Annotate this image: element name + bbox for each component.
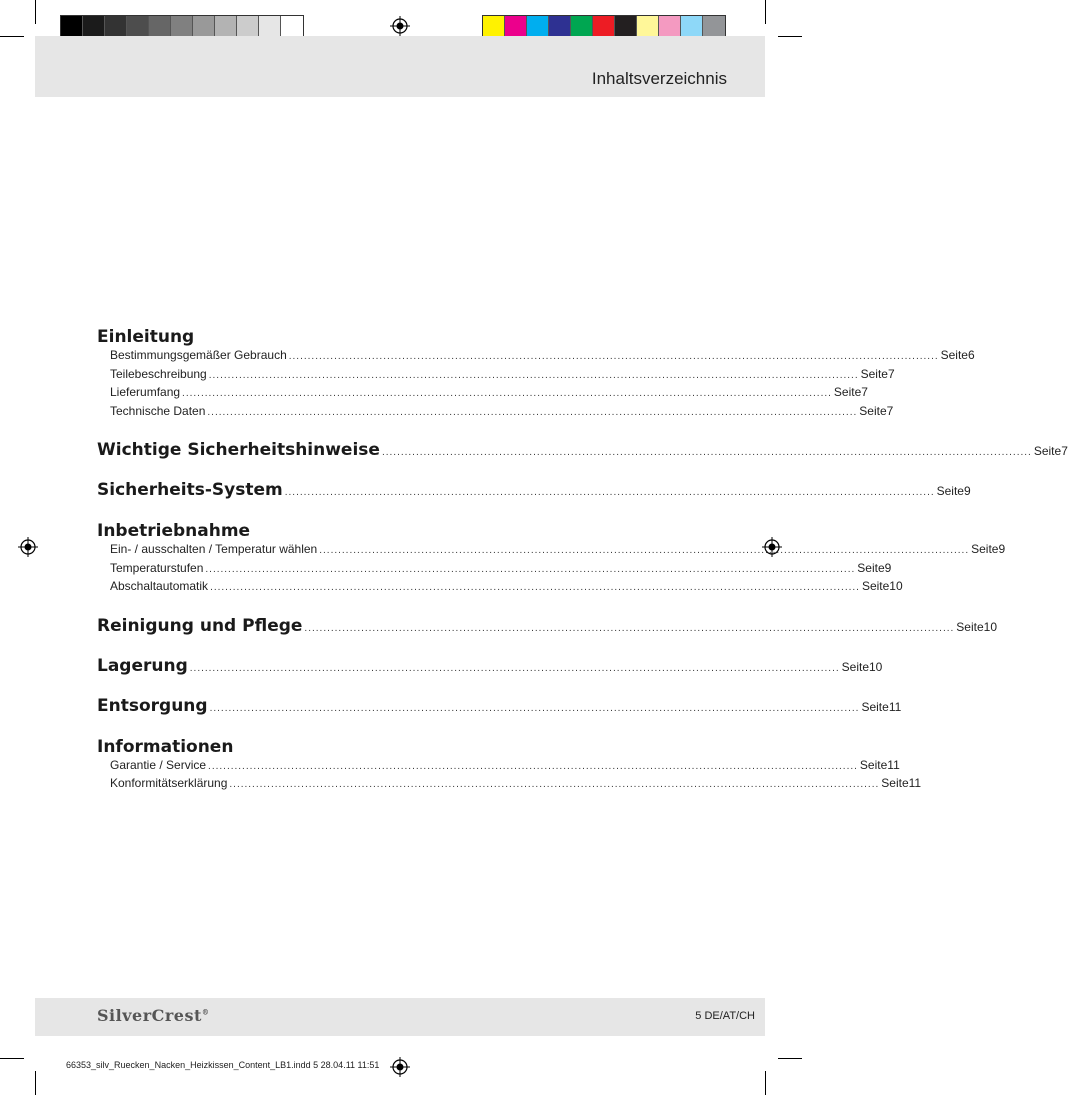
toc-entry-label: Bestimmungsgemäßer Gebrauch [110, 348, 287, 362]
toc-entry[interactable] [97, 579, 903, 598]
seite-label: Seite [859, 757, 888, 772]
leader-dots: ............................................................................................................................................................................ [288, 351, 939, 362]
toc-page-number: 9 [963, 484, 971, 498]
color-swatch [61, 16, 83, 38]
toc-entry-label: Entsorgung [97, 695, 208, 716]
crop-mark [778, 1058, 802, 1059]
registered-mark: ® [201, 1007, 210, 1017]
leader-dots: ............................................................................................................................................................................ [304, 622, 955, 634]
toc-entry-lagerung[interactable] [97, 655, 883, 678]
toc-entry-sicherheitshinweise[interactable] [97, 440, 1068, 462]
color-swatch [659, 16, 681, 38]
seite-label: Seite [956, 619, 984, 634]
crop-mark [0, 1058, 24, 1059]
print-slug: 66353_silv_Ruecken_Nacken_Heizkissen_Content_LB1.indd 5 28.04.11 11:51 [66, 1060, 380, 1070]
toc-entry[interactable] [97, 560, 892, 580]
leader-dots: ............................................................................................................................................................................ [182, 388, 832, 399]
toc-page-number: 11 [887, 757, 900, 772]
leader-dots: ............................................................................................................................................................................ [210, 582, 860, 593]
brand-logo [97, 1006, 209, 1025]
registration-mark-icon [390, 16, 410, 36]
color-swatch [571, 16, 593, 38]
page-number-region: 5 DE/AT/CH [695, 1010, 755, 1022]
toc-entry-label: Abschaltautomatik [110, 579, 209, 593]
color-swatch [259, 16, 281, 38]
toc-entry-label: Konformitätserklärung [110, 776, 228, 790]
toc-entry-reinigung[interactable] [97, 615, 998, 638]
leader-dots: ............................................................................................................................................................................ [209, 702, 860, 714]
toc-entry-label: Teilebeschreibung [110, 366, 207, 381]
toc-page-number: 10 [869, 659, 883, 674]
toc-entry-label: Sicherheits-System [97, 480, 283, 500]
toc-entry[interactable] [97, 385, 868, 404]
toc-page-number: 10 [889, 579, 903, 593]
toc-entry-label: Wichtige Sicherheitshinweise [97, 440, 380, 460]
color-swatch [703, 16, 725, 38]
toc-page-number: 7 [886, 403, 894, 418]
seite-label: Seite [936, 484, 964, 498]
seite-label: Seite [861, 699, 889, 714]
color-swatch [149, 16, 171, 38]
registration-mark-icon [390, 1057, 410, 1077]
color-swatch [483, 16, 505, 38]
table-of-contents [97, 326, 1068, 795]
toc-entry[interactable] [97, 776, 922, 795]
toc-entry[interactable] [97, 542, 1006, 561]
color-swatch [171, 16, 193, 38]
seite-label: Seite [861, 579, 890, 593]
color-swatch [637, 16, 659, 38]
toc-heading-informationen: Informationen [97, 736, 234, 757]
leader-dots: ............................................................................................................................................................................ [229, 779, 880, 790]
toc-entry-label: Lieferumfang [110, 385, 181, 399]
leader-dots: ............................................................................................................................................................................ [208, 760, 858, 772]
toc-page-number: 6 [967, 348, 975, 362]
color-swatch [681, 16, 703, 38]
toc-page-number: 9 [884, 560, 892, 575]
seite-label: Seite [940, 348, 968, 362]
crop-mark [35, 0, 36, 24]
seite-label: Seite [841, 659, 869, 674]
header-band [35, 36, 765, 97]
color-swatch [527, 16, 549, 38]
toc-page-number: 9 [998, 542, 1006, 556]
toc-entry-entsorgung[interactable] [97, 695, 902, 718]
toc-entry[interactable] [97, 366, 895, 386]
leader-dots: ............................................................................................................................................................................ [208, 369, 859, 381]
footer-band [35, 998, 765, 1036]
leader-dots: ............................................................................................................................................................................ [284, 487, 935, 498]
toc-entry-label: Garantie / Service [110, 757, 207, 772]
color-swatch [83, 16, 105, 38]
toc-page-number: 7 [1061, 444, 1068, 458]
seite-label: Seite [857, 560, 885, 575]
toc-entry[interactable] [97, 348, 975, 367]
seite-label: Seite [1033, 444, 1062, 458]
page-title: Inhaltsverzeichnis [591, 69, 727, 88]
toc-page-number: 11 [908, 776, 922, 790]
toc-entry-label: Lagerung [97, 655, 188, 676]
leader-dots: ............................................................................................................................................................................ [319, 545, 970, 556]
seite-label: Seite [833, 385, 862, 399]
crop-mark [765, 0, 766, 24]
color-swatch [215, 16, 237, 38]
toc-entry[interactable] [97, 403, 894, 423]
toc-page-number: 11 [888, 699, 902, 714]
leader-dots: ............................................................................................................................................................................ [381, 447, 1032, 458]
leader-dots: ............................................................................................................................................................................ [207, 406, 858, 418]
toc-heading-einleitung: Einleitung [97, 327, 195, 347]
color-swatch [615, 16, 637, 38]
color-swatch [281, 16, 303, 38]
toc-entry-label: Reinigung und Pflege [97, 615, 303, 636]
color-swatch [193, 16, 215, 38]
crop-mark [35, 1071, 36, 1095]
color-swatch [105, 16, 127, 38]
registration-mark-icon [18, 537, 38, 557]
leader-dots: ............................................................................................................................................................................ [189, 662, 840, 674]
toc-entry-sicherheitssystem[interactable] [97, 480, 971, 502]
toc-entry-label: Temperaturstufen [110, 560, 204, 575]
toc-page-number: 10 [983, 619, 998, 634]
toc-entry-label: Technische Daten [110, 403, 206, 418]
toc-heading-inbetriebnahme: Inbetriebnahme [97, 521, 251, 541]
toc-entry-label: Ein- / ausschalten / Temperatur wählen [110, 542, 318, 556]
toc-entry[interactable] [97, 757, 900, 777]
seite-label: Seite [881, 776, 909, 790]
logo-text: SilverCrest [97, 1006, 202, 1025]
color-swatch [593, 16, 615, 38]
color-swatch [237, 16, 259, 38]
toc-page-number: 7 [887, 366, 895, 381]
color-swatch [505, 16, 527, 38]
crop-mark [778, 36, 802, 37]
crop-mark [0, 36, 24, 37]
toc-page-number: 7 [861, 385, 868, 399]
crop-mark [765, 1071, 766, 1095]
leader-dots: ............................................................................................................................................................................ [205, 563, 856, 575]
seite-label: Seite [971, 542, 999, 556]
seite-label: Seite [859, 403, 887, 418]
color-swatch [127, 16, 149, 38]
color-swatch [549, 16, 571, 38]
seite-label: Seite [860, 366, 888, 381]
